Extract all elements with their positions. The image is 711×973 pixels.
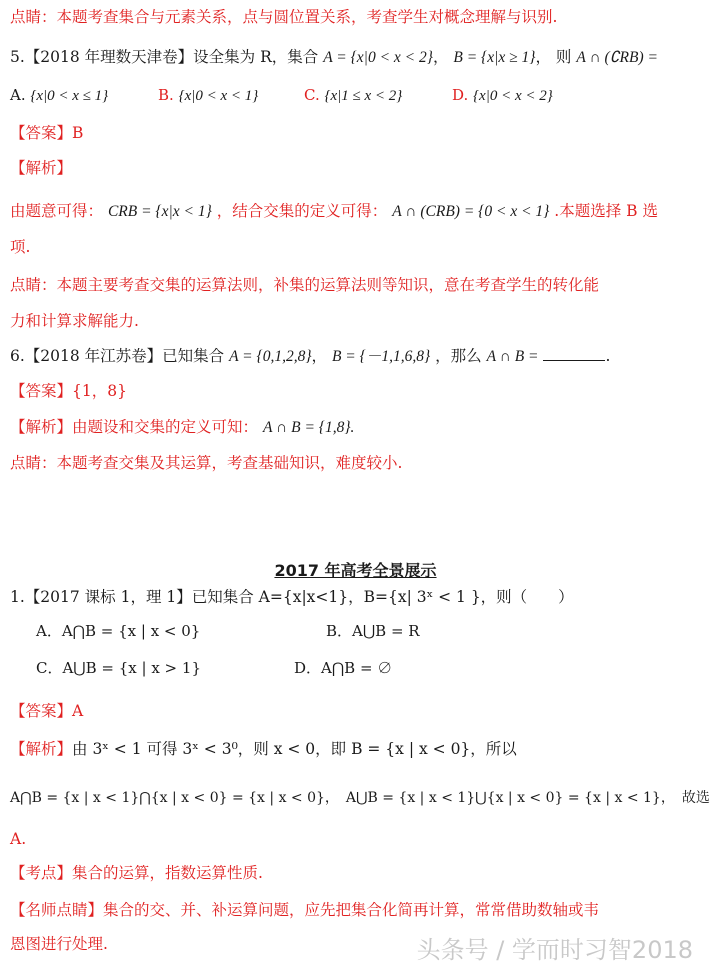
q6-answer-label: 【答案】 — [10, 382, 73, 400]
q6-analysis-text: 由题设和交集的定义可知： — [72, 418, 259, 436]
q5-option-d-label: D. — [452, 86, 469, 104]
q5-explain-c: .本题选择 B 选 — [554, 202, 658, 220]
q1-option-d: D．A⋂B = ∅ — [294, 659, 393, 677]
q6-answer-line — [10, 380, 127, 402]
q5-option-a-label: A. — [10, 86, 26, 104]
q1-answer-value: A — [72, 702, 84, 720]
q5-explain-line2: 项. — [10, 238, 31, 256]
q1-kaodian-label: 【考点】 — [10, 864, 73, 882]
q5-set-b: B = {x|x ≥ 1} — [453, 49, 536, 66]
q1-analysis-label: 【解析】 — [10, 740, 73, 758]
q5-explain-line1 — [10, 200, 658, 223]
q1-teacher-line1 — [10, 899, 599, 921]
q5-option-a — [10, 86, 108, 105]
q1-option-a: A．A⋂B = {x | x < 0} — [36, 622, 201, 640]
q1-kaodian-line — [10, 862, 263, 884]
q5-ask: 则 — [555, 48, 572, 66]
q6-analysis-line — [10, 416, 354, 439]
q5-option-d-text: {x|0 < x < 2} — [473, 88, 553, 104]
q5-stem-line: 5.【2018 年理数天津卷】设全集为 R，集合 A = {x|0 < x < 2}， B = {x|x ≥ 1}， 则 A ∩ (∁RB) = — [10, 48, 658, 66]
q5-option-c-text: {x|1 ≤ x < 2} — [324, 88, 403, 104]
q5-option-c — [304, 86, 402, 105]
q1-option-b: B．A⋃B = R — [326, 622, 420, 640]
q5-option-b — [158, 86, 258, 105]
q5-explain-a: 由题意可得： — [10, 202, 104, 220]
q5-option-b-text: {x|0 < x < 1} — [178, 88, 259, 104]
q1-answer-line — [10, 700, 83, 722]
q1-option-c: C．A⋃B = {x | x > 1} — [36, 659, 201, 677]
q6-answer-blank — [543, 346, 605, 361]
q1-teacher-line2: 恩图进行处理. — [10, 935, 108, 953]
q6-expr: A ∩ B = — [486, 348, 539, 365]
q1-analysis-line3: A. — [10, 830, 27, 848]
prev-dianjing: 点睛：本题考查集合与元素关系，点与圆位置关系，考查学生对概念理解与识别. — [10, 8, 558, 26]
q5-stem: 5.【2018 年理数天津卷】设全集为 R，集合 — [10, 48, 319, 66]
q1-teacher-text1: 集合的交、并、补运算问题，应先把集合化简再计算，常常借助数轴或韦 — [103, 901, 600, 919]
q5-dianjing-line2: 力和计算求解能力. — [10, 312, 139, 330]
q1-analysis-line2: A⋂B = {x | x < 1}⋂{x | x < 0} = {x | x < 0}， A⋃B = {x | x < 1}⋃{x | x < 0} = {x | x < 1}， 故选 — [10, 790, 710, 806]
q1-teacher-label: 【名师点睛】 — [10, 901, 104, 919]
q5-option-b-label: B. — [158, 86, 174, 104]
watermark: 头条号 / 学而时习智2018 — [416, 936, 693, 964]
q5-set-a: A = {x|0 < x < 2} — [323, 49, 433, 66]
q6-stem-line: 6.【2018 年江苏卷】已知集合 A = {0,1,2,8}， B = {－1,1,6,8} ，那么 A ∩ B = . — [10, 347, 611, 365]
q6-dianjing: 点睛：本题考查交集及其运算，考查基础知识，难度较小. — [10, 454, 403, 472]
q5-option-a-text: {x|0 < x ≤ 1} — [30, 88, 109, 104]
q6-stem: 6.【2018 年江苏卷】已知集合 — [10, 347, 225, 365]
q6-set-a: A = {0,1,2,8} — [229, 348, 312, 365]
q1-analysis-text: 由 3ˣ < 1 可得 3ˣ < 3⁰，则 x < 0，即 B = {x | x < 0}，所以 — [72, 740, 517, 758]
q5-option-c-label: C. — [304, 86, 320, 104]
q5-expr: A ∩ (∁RB) = — [576, 49, 658, 66]
q5-option-d — [452, 86, 553, 105]
q6-analysis-math: A ∩ B = {1,8}. — [262, 419, 355, 436]
q5-answer: 【答案】B — [10, 124, 84, 142]
q5-analysis-label: 【解析】 — [10, 159, 73, 177]
q5-explain-math1: CRB = {x|x < 1} — [107, 203, 212, 220]
section-title: 2017 年高考全景展示 — [274, 561, 437, 580]
q6-analysis-label: 【解析】 — [10, 418, 73, 436]
q6-ask: ，那么 — [435, 347, 482, 365]
q1-stem: 1.【2017 课标 1，理 1】已知集合 A={x|x<1}，B={x| 3ˣ < 1 }，则（ ） — [10, 588, 574, 606]
q6-set-b: B = {－1,1,6,8} — [331, 348, 431, 365]
q1-answer-label: 【答案】 — [10, 702, 73, 720]
q5-explain-b: ，结合交集的定义可得： — [216, 202, 388, 220]
q1-analysis-line — [10, 738, 517, 760]
q5-dianjing-line1: 点睛：本题主要考查交集的运算法则，补集的运算法则等知识，意在考查学生的转化能 — [10, 276, 600, 294]
q6-answer-value: {1，8} — [72, 382, 127, 400]
q1-kaodian-text: 集合的运算，指数运算性质. — [72, 864, 263, 882]
q5-explain-math2: A ∩ (CRB) = {0 < x < 1} — [392, 203, 550, 220]
